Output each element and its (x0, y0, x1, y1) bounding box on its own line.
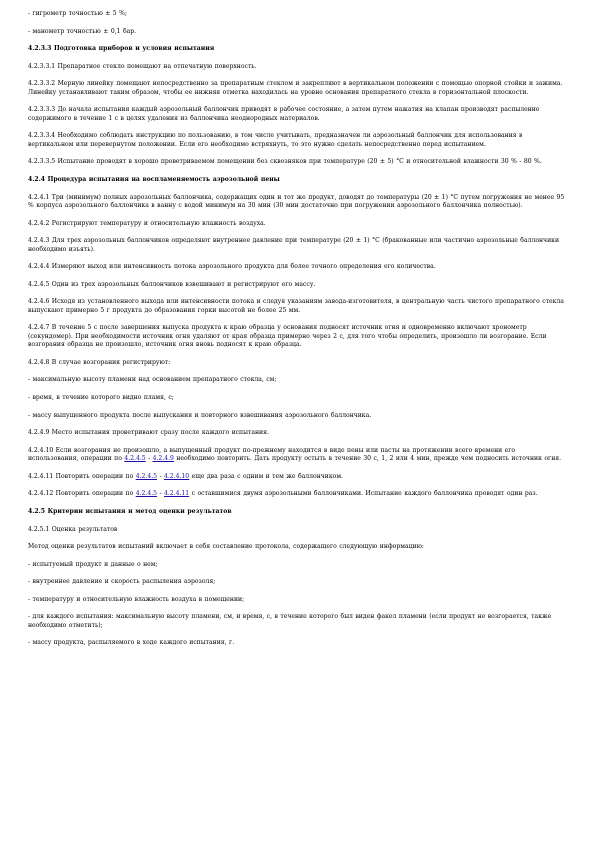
paragraph: 4.2.3.3.2 Мерную линейку помещают непосредственно за препаратным стеклом и закрепляют в вертикальном положении с помощью опорной стойки и зажима. Линейку устанавливают таким образом, чтобы ее нижняя отметка находилась на уровне основания препаратного стекла в горизонтальной плоскости. (28, 80, 563, 96)
text-segment: - (157, 472, 164, 480)
paragraph-with-links (28, 473, 567, 481)
text-segment: - (157, 490, 164, 498)
list-item: - массу выпущенного продукта после выпускания и повторного взвешивания аэрозольного баллончика. (28, 411, 372, 419)
list-item: - для каждого испытания: максимальную высоту пламени, см, и время, с, в течение которого был виден факел пламени (если продукт не возгорается, также необходимо отметить); (28, 613, 552, 629)
list-item: - испытуемый продукт и данные о нем; (28, 560, 158, 568)
paragraph: 4.2.4.4 Измеряют выход или интенсивность потока аэрозольного продукта для более точного определения его количества. (28, 263, 436, 271)
list-item: - максимальную высоту пламени над основанием препаратного стекла, см; (28, 376, 277, 384)
paragraph: 4.2.4.2 Регистрируют температуру и относительную влажность воздуха. (28, 219, 266, 227)
paragraph: - манометр точностью ± 0,1 бар. (28, 27, 137, 35)
paragraph: 4.2.4.6 Исходя из установленного выхода или интенсивности потока и следуя указаниям завода-изготовителя, в центральную часть чистого препаратного стекла выпускают примерно 5 г продукта до образования горки высотой не более 25 мм. (28, 298, 564, 314)
cross-reference-link[interactable]: 4.2.4.10 (163, 472, 190, 480)
paragraph-with-links (28, 447, 567, 464)
section-heading: 4.2.4 Процедура испытания на воспламеняемость аэрозольной пены (28, 175, 280, 183)
paragraph: 4.2.4.9 Место испытания проветривают сразу после каждого испытания. (28, 429, 269, 437)
paragraph: 4.2.4.3 Для трех аэрозольных баллончиков определяют внутреннее давление при температуре (20 ± 1) °С (бракованные или частично аэрозольные баллончики необходимо изъять). (28, 237, 560, 253)
list-item: - время, в течение которого видно пламя, с; (28, 393, 174, 401)
paragraph: 4.2.4.7 В течение 5 с после завершения выпуска продукта к краю образца у основания подносят источник огня и одновременно включают хронометр (секундомер). При необходимости источник огня удаляют от края образца примерно через 2 с, для того чтобы определить, произошло ли возгорание. Если возгорания образца не произошло, источник огня вновь подносят к краю образца. (28, 324, 547, 349)
paragraph: 4.2.4.8 В случае возгорания регистрируют: (28, 358, 171, 366)
text-segment: необходимо повторить. Дать продукту остыть в течение 30 с, 1, 2 или 4 мин, прежде чем подносить источник огня. (173, 455, 562, 463)
cross-reference-link[interactable]: 4.2.4.5 (135, 472, 158, 480)
paragraph: - гигрометр точностью ± 5 %; (28, 10, 127, 17)
paragraph: 4.2.3.3.4 Необходимо соблюдать инструкцию по пользованию, в том числе учитывать, предназначен ли аэрозольный баллончик для использования в вертикальном или перевернутом положении. Если его необходимо встряхнуть, то это нужно сделать непосредственно перед испытанием. (28, 132, 523, 148)
list-item: - внутреннее давление и скорость распыления аэрозоля; (28, 578, 216, 586)
list-item: - массу продукта, распыляемого в ходе каждого испытания, г. (28, 639, 235, 647)
section-heading: 4.2.3.3 Подготовка приборов и условия испытания (28, 45, 215, 53)
text-segment: с оставшимися двумя аэрозольными баллончиками. Испытание каждого баллончика проводят один раз. (189, 490, 538, 498)
cross-reference-link[interactable]: 4.2.4.9 (152, 455, 174, 463)
text-segment: 4.2.4.11 Повторить операции по (28, 472, 136, 480)
section-heading: 4.2.5 Критерии испытания и метод оценки результатов (28, 507, 232, 515)
paragraph: 4.2.3.3.5 Испытание проводят в хорошо проветриваемом помещении без сквозняков при температуре (20 ± 5) °С и относительной влажности 30 % - 80 %. (28, 158, 542, 166)
paragraph: 4.2.4.5 Один из трех аэрозольных баллончиков взвешивают и регистрируют его массу. (28, 280, 316, 288)
paragraph: 4.2.4.1 Три (минимум) полных аэрозольных баллончика, содержащих один и тот же продукт, доводят до температуры (20 ± 1) °С путем погружения не менее 95 % корпуса аэрозольного баллончика в ванну с водой минимум на 30 мин (30 мин достаточно при погружении аэрозольного баллончика полностью). (28, 193, 565, 209)
text-segment: еще два раза с одним и тем же баллончиком. (189, 472, 343, 480)
cross-reference-link[interactable]: 4.2.4.11 (163, 490, 190, 498)
paragraph: 4.2.5.1 Оценка результатов (28, 525, 118, 533)
text-segment: - (145, 455, 153, 463)
text-segment: 4.2.4.10 Если возгорания не произошло, а выпущенный продукт по-прежнему находится в виде пены или пасты на протяжении всего времени его использования, операции по (28, 446, 516, 463)
paragraph: Метод оценки результатов испытаний включает в себя составление протокола, содержащего следующую информацию: (28, 543, 424, 551)
paragraph-with-links (28, 490, 567, 498)
cross-reference-link[interactable]: 4.2.4.5 (124, 455, 146, 463)
list-item: - температуру и относительную влажность воздуха в помещении; (28, 595, 245, 603)
paragraph: 4.2.3.3.3 До начала испытания каждый аэрозольный баллончик приводят в рабочее состояние, а затем путем нажатия на клапан производят распыление содержимого в течение 1 с в целях удаления из баллончика неоднородных материалов. (28, 106, 540, 122)
text-segment: 4.2.4.12 Повторить операции по (28, 490, 136, 498)
cross-reference-link[interactable]: 4.2.4.5 (135, 490, 158, 498)
paragraph: 4.2.3.3.1 Препаратное стекло помещают на отпечатную поверхность. (28, 62, 257, 70)
